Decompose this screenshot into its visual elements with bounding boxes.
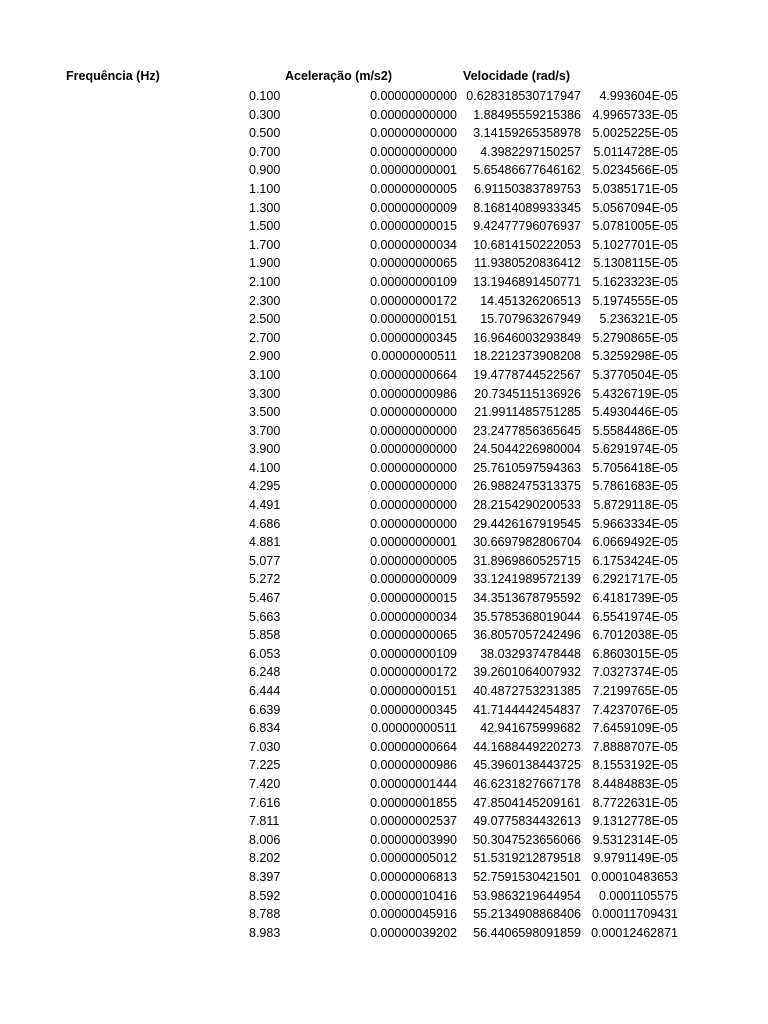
extra-value-cell: 6.2921717E-05	[592, 572, 678, 587]
acceleration-cell: 0.00000000000	[370, 405, 457, 420]
table-row	[0, 626, 768, 645]
frequency-cell: 4.881	[249, 535, 281, 550]
table-row	[0, 477, 768, 496]
frequency-cell: 6.053	[249, 646, 281, 661]
velocity-cell: 23.2477856365645	[473, 423, 581, 438]
velocity-cell: 16.9646003293849	[473, 330, 581, 345]
table-row	[0, 589, 768, 608]
extra-value-cell: 7.2199765E-05	[592, 684, 678, 698]
table-row	[0, 515, 768, 534]
velocity-cell: 0.628318530717947	[466, 89, 581, 103]
table-row	[0, 608, 768, 627]
velocity-cell: 52.7591530421501	[473, 869, 581, 884]
velocity-cell: 53.9863219644954	[473, 888, 581, 903]
table-row	[0, 254, 768, 273]
table-row	[0, 496, 768, 515]
extra-value-cell: 6.8603015E-05	[592, 646, 678, 661]
velocity-cell: 47.8504145209161	[473, 795, 581, 810]
velocity-cell: 40.4872753231385	[473, 684, 581, 698]
velocity-cell: 51.5319212879518	[473, 851, 581, 866]
table-row	[0, 217, 768, 236]
frequency-cell: 5.663	[249, 609, 281, 624]
table-row	[0, 905, 768, 924]
extra-value-cell: 5.8729118E-05	[593, 498, 678, 513]
table-row	[0, 180, 768, 199]
table-row	[0, 756, 768, 775]
frequency-cell: 6.444	[249, 684, 281, 698]
frequency-cell: 4.295	[249, 479, 281, 494]
extra-value-cell: 5.0385171E-05	[592, 181, 678, 196]
extra-value-cell: 5.3770504E-05	[592, 367, 678, 382]
extra-value-cell: 5.1974555E-05	[592, 293, 678, 308]
velocity-cell: 25.7610597594363	[473, 460, 581, 475]
extra-value-cell: 7.4237076E-05	[592, 702, 678, 717]
frequency-cell: 2.100	[249, 274, 281, 289]
header-velocity: Velocidade (rad/s)	[463, 69, 570, 83]
velocity-cell: 24.5044226980004	[473, 442, 581, 457]
acceleration-cell: 0.00000000172	[370, 665, 457, 680]
extra-value-cell: 5.5584486E-05	[592, 423, 678, 438]
extra-value-cell: 5.0114728E-05	[593, 144, 678, 159]
frequency-cell: 7.030	[249, 739, 281, 754]
extra-value-cell: 5.1623323E-05	[592, 274, 678, 289]
velocity-cell: 39.2601064007932	[473, 665, 581, 680]
extra-value-cell: 5.3259298E-05	[592, 349, 678, 364]
frequency-cell: 8.788	[249, 907, 281, 922]
frequency-cell: 7.811	[249, 814, 280, 829]
velocity-cell: 11.9380520836412	[474, 256, 581, 271]
velocity-cell: 56.4406598091859	[473, 925, 581, 940]
table-row	[0, 87, 768, 106]
velocity-cell: 35.5785368019044	[473, 609, 581, 624]
table-row	[0, 868, 768, 887]
acceleration-cell: 0.00000000034	[370, 609, 457, 624]
extra-value-cell: 7.8888707E-05	[592, 739, 678, 754]
extra-value-cell: 5.7056418E-05	[592, 460, 678, 475]
velocity-cell: 55.2134908868406	[473, 907, 581, 922]
velocity-cell: 30.6697982806704	[473, 535, 581, 550]
acceleration-cell: 0.00000000151	[370, 312, 457, 327]
table-row	[0, 459, 768, 478]
frequency-cell: 5.272	[249, 572, 281, 587]
extra-value-cell: 5.4930446E-05	[592, 405, 678, 420]
acceleration-cell: 0.00000000000	[370, 89, 457, 103]
extra-value-cell: 6.0669492E-05	[592, 535, 678, 550]
velocity-cell: 29.4426167919545	[473, 516, 581, 531]
table-row	[0, 924, 768, 943]
table-row	[0, 366, 768, 385]
acceleration-cell: 0.00000045916	[370, 907, 457, 922]
frequency-cell: 3.700	[249, 423, 281, 438]
table-row	[0, 199, 768, 218]
frequency-cell: 5.467	[249, 591, 281, 606]
table-row	[0, 440, 768, 459]
table-row	[0, 347, 768, 366]
acceleration-cell: 0.00000000015	[370, 591, 457, 606]
acceleration-cell: 0.00000000000	[370, 423, 457, 438]
extra-value-cell: 5.7861683E-05	[592, 479, 678, 494]
frequency-cell: 0.100	[249, 89, 281, 103]
data-table	[0, 87, 768, 942]
extra-value-cell: 9.5312314E-05	[592, 832, 678, 847]
velocity-cell: 3.14159265358978	[473, 126, 581, 141]
frequency-cell: 3.500	[249, 405, 281, 420]
acceleration-cell: 0.00000002537	[370, 814, 457, 829]
velocity-cell: 14.451326206513	[480, 293, 581, 308]
velocity-cell: 21.9911485751285	[474, 405, 581, 420]
frequency-cell: 0.500	[249, 126, 281, 141]
extra-value-cell: 6.1753424E-05	[592, 553, 678, 568]
acceleration-cell: 0.00000039202	[370, 925, 457, 940]
frequency-cell: 1.300	[249, 200, 281, 215]
table-row	[0, 329, 768, 348]
frequency-cell: 7.616	[249, 795, 281, 810]
velocity-cell: 34.3513678795592	[473, 591, 581, 606]
acceleration-cell: 0.00000000511	[371, 721, 457, 736]
frequency-cell: 8.983	[249, 925, 281, 940]
acceleration-cell: 0.00000000065	[370, 628, 457, 643]
acceleration-cell: 0.00000000000	[370, 144, 457, 159]
frequency-cell: 1.500	[249, 219, 281, 234]
acceleration-cell: 0.00000000000	[370, 479, 457, 494]
frequency-cell: 5.077	[249, 553, 281, 568]
acceleration-cell: 0.00000000034	[370, 237, 457, 252]
frequency-cell: 3.100	[249, 367, 281, 382]
frequency-cell: 4.686	[249, 516, 281, 531]
extra-value-cell: 5.6291974E-05	[592, 442, 678, 457]
extra-value-cell: 7.0327374E-05	[592, 665, 678, 680]
acceleration-cell: 0.00000000172	[370, 293, 457, 308]
frequency-cell: 2.500	[249, 312, 281, 327]
velocity-cell: 44.1688449220273	[473, 739, 581, 754]
extra-value-cell: 4.993604E-05	[599, 89, 678, 103]
table-row	[0, 570, 768, 589]
extra-value-cell: 6.5541974E-05	[592, 609, 678, 624]
frequency-cell: 0.700	[249, 144, 281, 159]
extra-value-cell: 8.7722631E-05	[592, 795, 678, 810]
extra-value-cell: 8.1553192E-05	[592, 758, 678, 773]
acceleration-cell: 0.00000000664	[370, 739, 457, 754]
velocity-cell: 9.42477796076937	[473, 219, 581, 234]
acceleration-cell: 0.00000000009	[370, 572, 457, 587]
acceleration-cell: 0.00000000151	[370, 684, 457, 698]
extra-value-cell: 5.9663334E-05	[592, 516, 678, 531]
velocity-cell: 4.3982297150257	[480, 144, 581, 159]
extra-value-cell: 5.236321E-05	[599, 312, 678, 327]
velocity-cell: 41.7144442454837	[473, 702, 581, 717]
header-acceleration: Aceleração (m/s2)	[285, 69, 393, 83]
header-frequency: Frequência (Hz)	[66, 69, 160, 83]
acceleration-cell: 0.00000000001	[370, 163, 457, 178]
acceleration-cell: 0.00000000109	[370, 274, 457, 289]
frequency-cell: 4.100	[249, 460, 281, 475]
frequency-cell: 4.491	[249, 498, 281, 513]
acceleration-cell: 0.00000000109	[370, 646, 457, 661]
velocity-cell: 33.1241989572139	[473, 572, 581, 587]
velocity-cell: 18.2212373908208	[473, 349, 581, 364]
table-row	[0, 831, 768, 850]
extra-value-cell: 8.4484883E-05	[592, 776, 678, 791]
extra-value-cell: 6.4181739E-05	[592, 591, 678, 606]
acceleration-cell: 0.00000000005	[370, 553, 457, 568]
acceleration-cell: 0.00000000000	[370, 126, 457, 141]
table-row	[0, 849, 768, 868]
frequency-cell: 8.006	[249, 832, 281, 847]
acceleration-cell: 0.00000000345	[370, 702, 457, 717]
acceleration-cell: 0.00000000009	[370, 200, 457, 215]
acceleration-cell: 0.00000000000	[370, 460, 457, 475]
extra-value-cell: 0.00011709431	[592, 907, 678, 922]
velocity-cell: 36.8057057242496	[473, 628, 581, 643]
table-row	[0, 403, 768, 422]
table-row	[0, 143, 768, 162]
acceleration-cell: 0.00000000511	[371, 349, 457, 364]
acceleration-cell: 0.00000000000	[370, 498, 457, 513]
acceleration-cell: 0.00000003990	[370, 832, 457, 847]
table-row	[0, 533, 768, 552]
acceleration-cell: 0.00000001855	[370, 795, 457, 810]
extra-value-cell: 5.2790865E-05	[592, 330, 678, 345]
extra-value-cell: 5.1308115E-05	[593, 256, 678, 271]
frequency-cell: 0.900	[249, 163, 281, 178]
extra-value-cell: 7.6459109E-05	[592, 721, 678, 736]
frequency-cell: 1.100	[249, 181, 281, 196]
table-row	[0, 682, 768, 701]
extra-value-cell: 5.1027701E-05	[592, 237, 678, 252]
table-row	[0, 794, 768, 813]
acceleration-cell: 0.00000000000	[370, 442, 457, 457]
table-row	[0, 812, 768, 831]
acceleration-cell: 0.00000000005	[370, 181, 457, 196]
extra-value-cell: 5.0781005E-05	[592, 219, 678, 234]
frequency-cell: 0.300	[249, 107, 281, 122]
frequency-cell: 8.592	[249, 888, 281, 903]
table-row	[0, 701, 768, 720]
frequency-cell: 6.639	[249, 702, 281, 717]
extra-value-cell: 9.1312778E-05	[592, 814, 678, 829]
frequency-cell: 2.700	[249, 330, 281, 345]
velocity-cell: 45.3960138443725	[473, 758, 581, 773]
extra-value-cell: 0.00010483653	[591, 869, 678, 884]
extra-value-cell: 4.9965733E-05	[592, 107, 678, 122]
velocity-cell: 19.4778744522567	[473, 367, 581, 382]
frequency-cell: 8.397	[249, 869, 281, 884]
frequency-cell: 1.700	[249, 237, 281, 252]
table-row	[0, 719, 768, 738]
velocity-cell: 20.7345115136926	[474, 386, 581, 401]
extra-value-cell: 5.0025225E-05	[592, 126, 678, 141]
acceleration-cell: 0.00000000986	[370, 758, 457, 773]
velocity-cell: 42.941675999682	[480, 721, 581, 736]
table-row	[0, 236, 768, 255]
velocity-cell: 49.0775834432613	[473, 814, 581, 829]
acceleration-cell: 0.00000001444	[370, 776, 457, 791]
extra-value-cell: 5.0567094E-05	[592, 200, 678, 215]
frequency-cell: 3.300	[249, 386, 281, 401]
extra-value-cell: 5.4326719E-05	[592, 386, 678, 401]
extra-value-cell: 6.7012038E-05	[592, 628, 678, 643]
acceleration-cell: 0.00000000345	[370, 330, 457, 345]
extra-value-cell: 5.0234566E-05	[592, 163, 678, 178]
table-row	[0, 292, 768, 311]
velocity-cell: 15.707963267949	[480, 312, 581, 327]
velocity-cell: 10.6814150222053	[473, 237, 581, 252]
acceleration-cell: 0.00000000015	[370, 219, 457, 234]
table-row	[0, 124, 768, 143]
frequency-cell: 7.420	[249, 776, 281, 791]
frequency-cell: 3.900	[249, 442, 281, 457]
frequency-cell: 6.248	[249, 665, 281, 680]
velocity-cell: 13.1946891450771	[473, 274, 581, 289]
table-row	[0, 663, 768, 682]
table-row	[0, 552, 768, 571]
table-row	[0, 273, 768, 292]
velocity-cell: 50.3047523656066	[473, 832, 581, 847]
acceleration-cell: 0.00000000001	[370, 535, 457, 550]
acceleration-cell: 0.00000000000	[370, 107, 457, 122]
table-row	[0, 422, 768, 441]
table-row	[0, 887, 768, 906]
velocity-cell: 31.8969860525715	[473, 553, 581, 568]
velocity-cell: 5.65486677646162	[473, 163, 581, 178]
table-row	[0, 645, 768, 664]
frequency-cell: 8.202	[249, 851, 281, 866]
frequency-cell: 2.900	[249, 349, 281, 364]
velocity-cell: 6.91150383789753	[474, 181, 581, 196]
extra-value-cell: 0.0001105575	[598, 888, 678, 903]
velocity-cell: 46.6231827667178	[473, 776, 581, 791]
acceleration-cell: 0.00000000000	[370, 516, 457, 531]
velocity-cell: 1.88495559215386	[473, 107, 581, 122]
table-row	[0, 385, 768, 404]
table-row	[0, 161, 768, 180]
frequency-cell: 1.900	[249, 256, 281, 271]
acceleration-cell: 0.00000000986	[370, 386, 457, 401]
velocity-cell: 28.2154290200533	[473, 498, 581, 513]
table-row	[0, 106, 768, 125]
velocity-cell: 26.9882475313375	[473, 479, 581, 494]
extra-value-cell: 9.9791149E-05	[593, 851, 678, 866]
frequency-cell: 5.858	[249, 628, 281, 643]
frequency-cell: 7.225	[249, 758, 281, 773]
velocity-cell: 8.16814089933345	[473, 200, 581, 215]
table-row	[0, 775, 768, 794]
extra-value-cell: 0.00012462871	[591, 925, 678, 940]
acceleration-cell: 0.00000000065	[370, 256, 457, 271]
frequency-cell: 6.834	[249, 721, 281, 736]
frequency-cell: 2.300	[249, 293, 281, 308]
table-row	[0, 738, 768, 757]
acceleration-cell: 0.00000000664	[370, 367, 457, 382]
table-row	[0, 310, 768, 329]
acceleration-cell: 0.00000006813	[370, 869, 457, 884]
velocity-cell: 38.032937478448	[480, 646, 581, 661]
acceleration-cell: 0.00000010416	[370, 888, 457, 903]
acceleration-cell: 0.00000005012	[370, 851, 457, 866]
